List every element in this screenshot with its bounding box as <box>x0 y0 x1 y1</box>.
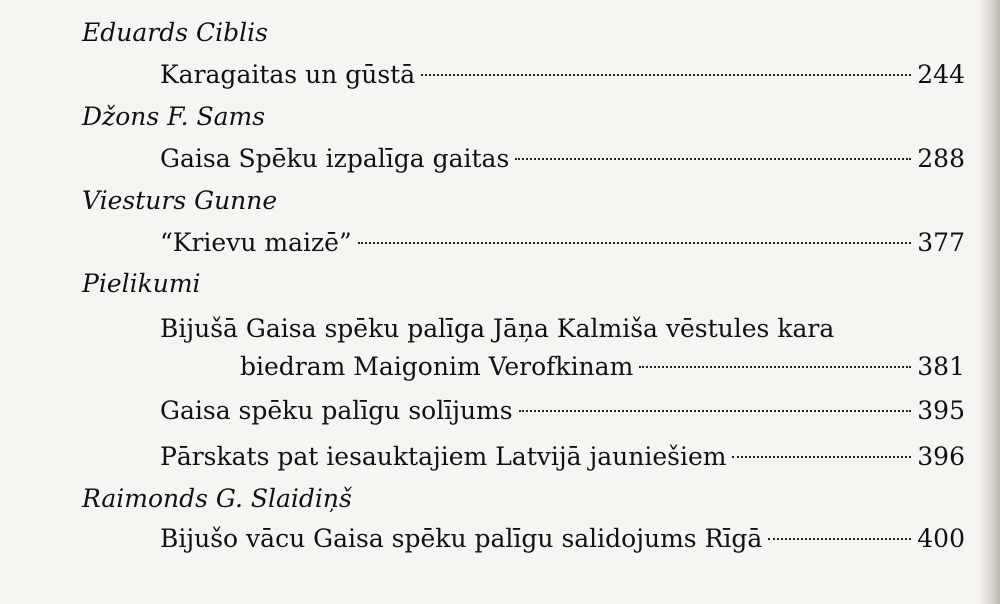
toc-entry-title-line2: biedram Maigonim Verofkinam <box>240 352 634 381</box>
dot-leader <box>732 456 911 458</box>
dot-leader <box>768 538 911 540</box>
toc-entry[interactable] <box>160 144 965 174</box>
toc-author: Eduards Ciblis <box>82 18 268 47</box>
dot-leader <box>515 158 911 160</box>
toc-entry-title: Karagaitas un gūstā <box>160 60 416 89</box>
toc-entry-title-line1[interactable]: Bijušā Gaisa spēku palīga Jāņa Kalmiša vēstules kara <box>160 314 835 343</box>
toc-entry[interactable] <box>160 442 965 472</box>
dot-leader <box>519 410 912 412</box>
toc-entry[interactable] <box>160 524 965 554</box>
dot-leader <box>639 366 911 368</box>
toc-entry-page: 244 <box>917 60 965 89</box>
toc-author: Raimonds G. Slaidiņš <box>82 484 352 513</box>
toc-author: Džons F. Sams <box>82 102 266 131</box>
toc-entry-page: 377 <box>917 228 965 257</box>
toc-entry[interactable] <box>160 396 965 426</box>
toc-entry-page: 381 <box>917 352 965 381</box>
toc-entry[interactable] <box>240 352 965 382</box>
toc-entry-title: Pārskats pat iesauktajiem Latvijā jauniešiem <box>160 442 727 471</box>
dot-leader <box>358 242 912 244</box>
toc-entry-title: Gaisa Spēku izpalīga gaitas <box>160 144 510 173</box>
toc-entry-title: “Krievu maizē” <box>160 228 352 257</box>
toc-section-heading: Pielikumi <box>82 269 201 298</box>
toc-entry-title: Gaisa spēku palīgu solījums <box>160 396 513 425</box>
toc-author: Viesturs Gunne <box>82 186 278 215</box>
toc-entry-title: Bijušo vācu Gaisa spēku palīgu salidojums Rīgā <box>160 524 763 553</box>
dot-leader <box>421 74 911 76</box>
toc-entry-page: 288 <box>917 144 965 173</box>
toc-entry-page: 395 <box>917 396 965 425</box>
toc-entry-page: 400 <box>917 524 965 553</box>
toc-entry[interactable] <box>160 228 965 258</box>
toc-entry-page: 396 <box>917 442 965 471</box>
toc-entry[interactable] <box>160 60 965 90</box>
